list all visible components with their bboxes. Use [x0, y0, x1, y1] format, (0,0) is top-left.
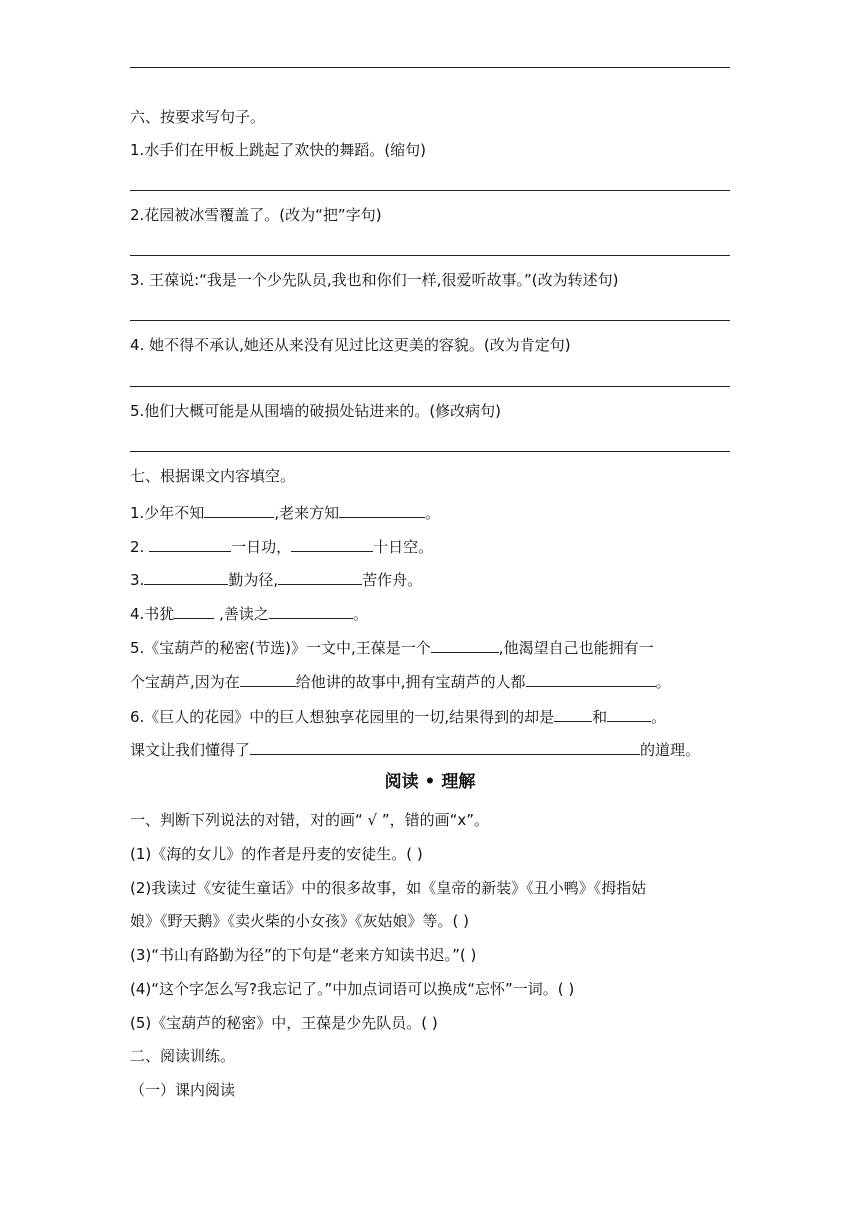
answer-line-3[interactable]: [130, 320, 730, 321]
blank[interactable]: [240, 670, 296, 687]
text: 。: [425, 504, 441, 522]
judgment-item-5: (5)《宝葫芦的秘密》中，王葆是少先队员。( ): [130, 1014, 438, 1032]
reading-title: 阅读 • 理解: [384, 772, 476, 792]
text: 个宝葫芦,因为在: [130, 673, 240, 691]
text: 勤为径,: [228, 571, 279, 589]
judgment-item-1: (1)《海的女儿》的作者是丹麦的安徒生。( ): [130, 845, 423, 863]
sentence-task-5: 5.他们大概可能是从围墙的破损处钻进来的。(修改病句): [130, 402, 502, 420]
blank[interactable]: [607, 705, 651, 722]
fill-question-5a: [130, 636, 654, 658]
blank[interactable]: [250, 738, 640, 755]
answer-line-4[interactable]: [130, 386, 730, 387]
text: 。: [651, 708, 667, 726]
answer-line-1[interactable]: [130, 190, 730, 191]
judgment-item-2-cont: 娘》《野天鹅》《卖火柴的小女孩》《灰姑娘》等。( ): [130, 912, 469, 930]
fill-question-1: [130, 501, 440, 523]
header-rule: [130, 67, 730, 68]
fill-question-6a: [130, 705, 666, 727]
judgment-item-3: (3)“书山有路勤为径”的下句是“老来方知读书迟。”( ): [130, 946, 477, 964]
blank[interactable]: [278, 568, 362, 585]
text: ,老来方知: [274, 504, 340, 522]
fill-question-3: [130, 568, 422, 590]
text: 的道理。: [640, 741, 701, 759]
text: ,善读之: [214, 605, 269, 623]
fill-question-4: [130, 602, 368, 624]
sentence-task-1: 1.水手们在甲板上跳起了欢快的舞蹈。(缩句): [130, 141, 427, 159]
text: 6.《巨人的花园》中的巨人想独享花园里的一切,结果得到的却是: [130, 708, 555, 726]
text: 给他讲的故事中,拥有宝葫芦的人都: [295, 673, 526, 691]
judgment-item-2: (2)我读过《安徒生童话》中的很多故事，如《皇帝的新装》《丑小鸭》《拇指姑: [130, 879, 647, 897]
worksheet-page: [130, 0, 730, 1216]
text: 和: [592, 708, 608, 726]
judgment-heading: 一、判断下列说法的对错，对的画“ √ ”，错的画“x”。: [130, 811, 490, 829]
blank[interactable]: [339, 501, 425, 518]
section7-heading: 七、根据课文内容填空。: [130, 467, 296, 485]
blank[interactable]: [554, 705, 592, 722]
fill-question-5b: [130, 670, 671, 692]
answer-line-2[interactable]: [130, 255, 730, 256]
sentence-task-4: 4. 她不得不承认,她还从来没有见过比这更美的容貌。(改为肯定句): [130, 336, 571, 354]
judgment-item-4: (4)“这个字怎么写?我忘记了。”中加点词语可以换成“忘怀”一词。( ): [130, 980, 575, 998]
text: 4.书犹: [130, 605, 175, 623]
blank[interactable]: [431, 636, 499, 653]
sentence-task-3: 3. 王葆说:“我是一个少先队员,我也和你们一样,很爱听故事。”(改为转述句): [130, 271, 619, 289]
blank[interactable]: [174, 602, 214, 619]
blank[interactable]: [526, 670, 656, 687]
sentence-task-2: 2.花园被冰雪覆盖了。(改为“把”字句): [130, 206, 382, 224]
text: 十日空。: [373, 538, 434, 556]
text: 课文让我们懂得了: [130, 741, 251, 759]
blank[interactable]: [291, 535, 373, 552]
text: ,他渴望自己也能拥有一: [498, 639, 654, 657]
blank[interactable]: [149, 535, 231, 552]
reading-training-heading: 二、阅读训练。: [130, 1047, 236, 1065]
text: 苦作舟。: [362, 571, 423, 589]
blank[interactable]: [269, 602, 353, 619]
in-class-reading-heading: （一）课内阅读: [130, 1081, 236, 1099]
fill-question-6b: [130, 738, 700, 760]
blank[interactable]: [144, 568, 228, 585]
text: 5.《宝葫芦的秘密(节选)》一文中,王葆是一个: [130, 639, 431, 657]
text: 。: [655, 673, 671, 691]
section6-heading: 六、按要求写句子。: [130, 108, 266, 126]
text: 3.: [130, 571, 145, 589]
text: 一日功，: [231, 538, 292, 556]
text: 1.少年不知: [130, 504, 205, 522]
fill-question-2: [130, 535, 433, 557]
answer-line-5[interactable]: [130, 451, 730, 452]
text: 。: [352, 605, 368, 623]
blank[interactable]: [204, 501, 274, 518]
text: 2.: [130, 538, 150, 556]
